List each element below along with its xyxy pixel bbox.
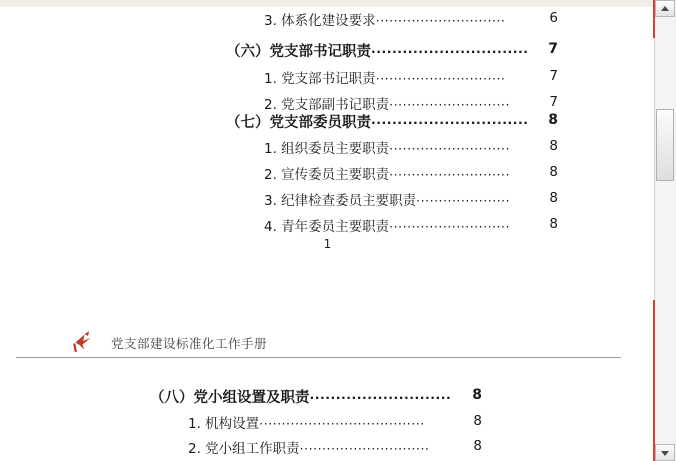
chevron-up-icon xyxy=(661,6,669,11)
scrollbar-track[interactable] xyxy=(655,17,675,444)
toc-entry-page-number: 8 xyxy=(548,112,558,128)
toc-leader-dots: ····································· xyxy=(259,416,425,431)
toc-entry-page-number: 6 xyxy=(549,10,558,26)
toc-entry[interactable] xyxy=(264,9,530,29)
scroll-marker-bottom xyxy=(653,300,655,461)
toc-leader-dots: ··························· xyxy=(389,141,510,156)
toc-entry-page-number: 8 xyxy=(549,216,558,232)
toc-entry[interactable] xyxy=(264,215,530,235)
toc-entry[interactable] xyxy=(226,40,530,61)
scroll-marker-top xyxy=(653,0,655,38)
chevron-down-icon xyxy=(661,451,669,456)
toc-leader-dots: ····················· xyxy=(416,193,511,208)
toc-entry[interactable] xyxy=(264,137,530,157)
toc-entry-label: 1. 组织委员主要职责 xyxy=(264,141,390,157)
toc-leader-dots: ····························· xyxy=(299,441,430,456)
toc-leader-dots: ··························· xyxy=(309,390,452,405)
toc-leader-dots: ··························· xyxy=(389,167,510,182)
toc-leader-dots: ··························· xyxy=(389,97,510,112)
toc-entry[interactable] xyxy=(226,111,530,132)
scroll-down-button[interactable] xyxy=(655,444,675,461)
toc-entry-page-number: 8 xyxy=(549,164,558,180)
toc-entry-label: 3. 纪律检查委员主要职责 xyxy=(264,193,417,209)
toc-entry-page-number: 8 xyxy=(473,438,482,454)
toc-leader-dots: ······························ xyxy=(371,44,529,59)
page-folio: 1 xyxy=(323,237,332,251)
toc-entry-label: 1. 党支部书记职责 xyxy=(264,71,376,87)
toc-entry-label: 2. 宣传委员主要职责 xyxy=(264,167,390,183)
toc-entry-label: 2. 党小组工作职责 xyxy=(188,441,300,457)
running-header xyxy=(16,328,640,358)
toc-entry-page-number: 8 xyxy=(473,413,482,429)
toc-entry-label: （八）党小组设置及职责 xyxy=(150,390,310,406)
toc-entry-label: 4. 青年委员主要职责 xyxy=(264,219,390,235)
toc-leader-dots: ··························· xyxy=(389,219,510,234)
toc-entry-page-number: 8 xyxy=(549,190,558,206)
toc-entry-label: （六）党支部书记职责 xyxy=(226,44,371,60)
toc-leader-dots: ······························ xyxy=(371,115,529,130)
toc-entry-page-number: 8 xyxy=(549,138,558,154)
toc-entry[interactable] xyxy=(264,163,530,183)
toc-entry-page-number: 7 xyxy=(548,41,558,57)
toc-entry[interactable] xyxy=(188,437,454,457)
toc-entry[interactable] xyxy=(264,189,530,209)
toc-leader-dots: ····························· xyxy=(375,13,506,28)
toc-entry-label: 3. 体系化建设要求 xyxy=(264,13,376,29)
running-header-rule xyxy=(16,357,621,358)
vertical-scrollbar[interactable] xyxy=(654,0,676,461)
toc-entry[interactable] xyxy=(150,386,454,407)
toc-entry-label: 1. 机构设置 xyxy=(188,416,260,432)
scroll-up-button[interactable] xyxy=(655,0,675,17)
toc-entry-label: （七）党支部委员职责 xyxy=(226,115,371,131)
toc-entry-page-number: 7 xyxy=(549,94,558,110)
toc-entry-label: 2. 党支部副书记职责 xyxy=(264,97,390,113)
running-header-text: 党支部建设标准化工作手册 xyxy=(111,336,268,351)
toc-entry[interactable] xyxy=(264,93,530,113)
toc-entry[interactable] xyxy=(188,412,454,432)
party-emblem-icon xyxy=(71,328,97,354)
toc-entry[interactable] xyxy=(264,67,530,87)
toc-leader-dots: ····························· xyxy=(375,71,506,86)
page-separator xyxy=(0,297,655,315)
toc-entry-page-number: 7 xyxy=(549,68,558,84)
toc-entry-page-number: 8 xyxy=(472,387,482,403)
scrollbar-thumb[interactable] xyxy=(656,109,674,181)
